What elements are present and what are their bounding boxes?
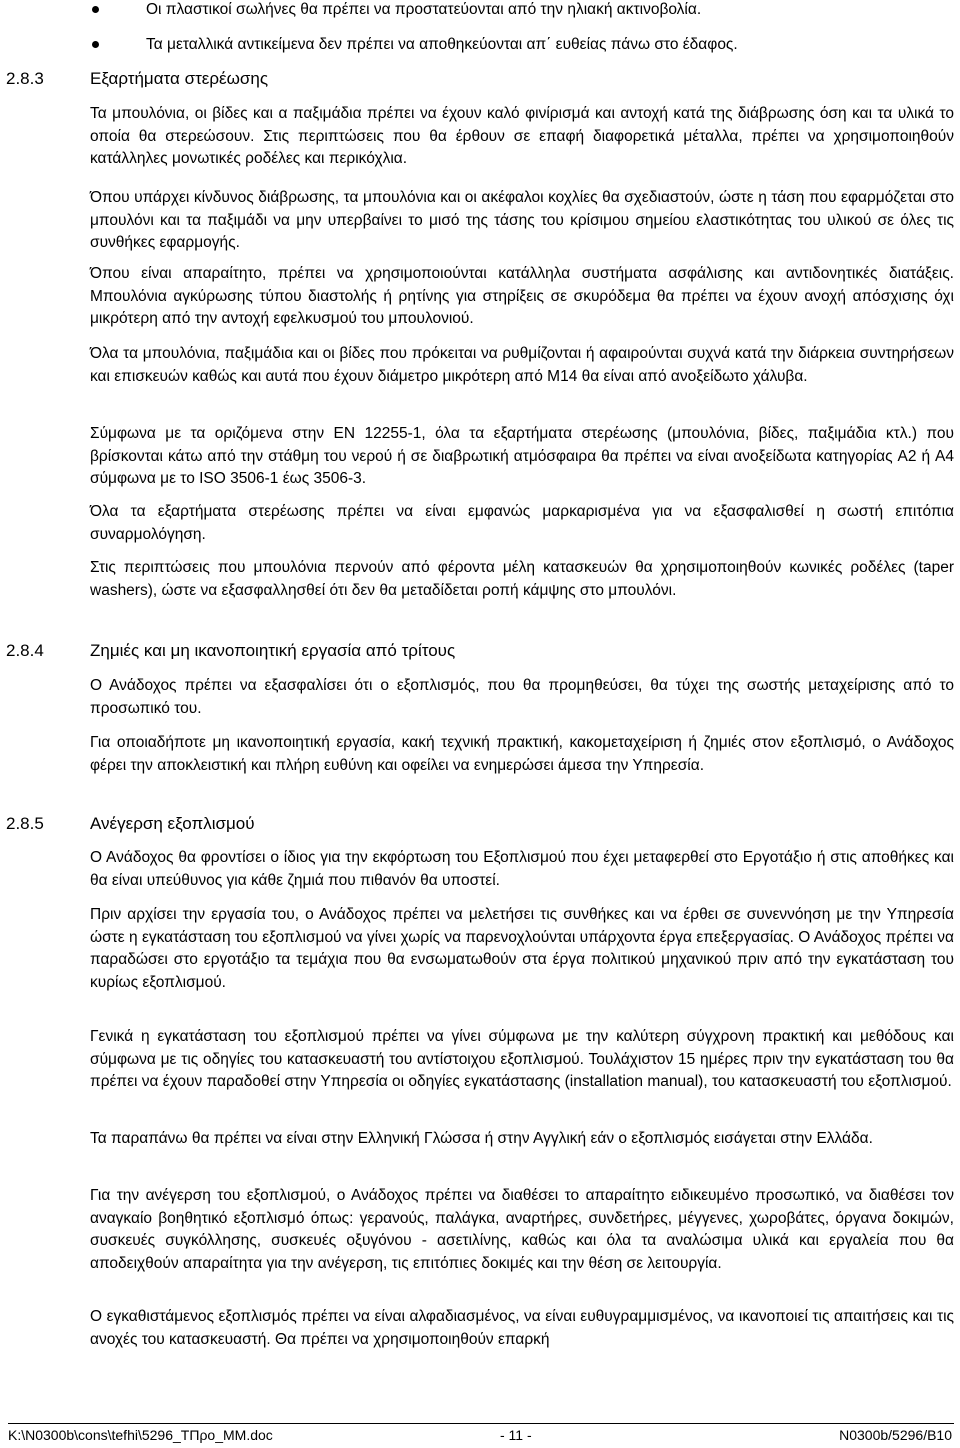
bullet-dot-icon — [92, 6, 99, 13]
section-number: 2.8.5 — [6, 814, 44, 833]
paragraph: Τα μπουλόνια, οι βίδες και α παξιμάδια πρέπει να έχουν καλό φινίρισμά και αντοχή κατά της διάβρωσης όση και τα υλικά το οποία θα στερεώσουν. Στις περιπτώσεις που θα έρθουν σε επαφή διαφορετικά μέταλλα, πρέπει να χρησιμοποιηθούν κατάλληλες μονωτικές ροδέλες και περικόχλια. — [90, 105, 954, 167]
paragraph: Όλα τα εξαρτήματα στερέωσης πρέπει να είναι εμφανώς μαρκαρισμένα για να εξασφαλισθεί η σωστή επιτόπια συναρμολόγηση. — [90, 503, 954, 543]
paragraph: Ο Ανάδοχος πρέπει να εξασφαλίσει ότι ο εξοπλισμός, που θα προμηθεύσει, θα τύχει της σωστής μεταχείρισης από το προσωπικό του. — [90, 677, 954, 717]
paragraph: Γενικά η εγκατάσταση του εξοπλισμού πρέπει να γίνει σύμφωνα με την καλύτερη σύγχρονη πρακτική και μεθόδους και σύμφωνα με τις οδηγίες του κατασκευαστή του αντίστοιχου εξοπλισμού. Τουλάχιστον 15 ημέρες πριν την εγκατάσταση του θα πρέπει να έχουν παραδοθεί στην Υπηρεσία οι οδηγίες εγκατάστασης (installation manual), του κατασκευαστή του εξοπλισμού. — [90, 1028, 954, 1090]
bullet-item — [90, 0, 950, 35]
bullet-text: Τα μεταλλικά αντικείμενα δεν πρέπει να αποθηκεύονται απ΄ ευθείας πάνω στο έδαφος. — [146, 36, 738, 53]
paragraph: Για την ανέγερση του εξοπλισμού, ο Ανάδοχος πρέπει να διαθέσει το απαραίτητο ειδικευμένο προσωπικό, να διαθέσει τον αναγκαίο βοηθητικό εξοπλισμό όπως: γερανούς, παλάγκα, αναρτήρες, συνδετήρες, μέγγενες, χωροβάτες, όργανα δοκιμών, συσκευές συγκόλλησης, συσκευές οξυγόνου - ασετιλίνης, καθώς και όλα τα αναλώσιμα υλικά και εργαλεία που θα αποδειχθούν απαραίτητα για την ανέγερση, τις επιτόπιες δοκιμές και την θέση σε λειτουργία. — [90, 1187, 954, 1272]
bullet-item — [90, 35, 950, 70]
paragraph: Πριν αρχίσει την εργασία του, ο Ανάδοχος πρέπει να μελετήσει τις συνθήκες και να έρθει σε συνεννόηση με την Υπηρεσία ώστε η εγκατάσταση του εξοπλισμού να γίνει χωρίς να παρενοχλούνται υπάρχοντα έργα επεξεργασίας. Ο Ανάδοχος πρέπει να παραδώσει στο εργοτάξιο τα τεμάχια που θα ενσωματωθούν στα έργα πολιτικού μηχανικού πριν από την εγκατάσταση του κυρίως εξοπλισμού. — [90, 906, 954, 991]
bullet-dot-icon — [92, 41, 99, 48]
paragraph: Ο εγκαθιστάμενος εξοπλισμός πρέπει να είναι αλφαδιασμένος, να είναι ευθυγραμμισμένος, να ικανοποιεί τις απαιτήσεις και τις ανοχές του κατασκευαστή. Θα πρέπει να χρησιμοποιηθούν επαρκή — [90, 1308, 954, 1348]
footer-page-number: - 11 - — [500, 1427, 532, 1443]
section-title: Ζημιές και μη ικανοποιητική εργασία από τρίτους — [90, 641, 456, 660]
footer-file-path: K:\N0300b\cons\tefhi\5296_ΤΠρο_ΜΜ.doc — [8, 1427, 273, 1443]
paragraph: Όπου υπάρχει κίνδυνος διάβρωσης, τα μπουλόνια και οι ακέφαλοι κοχλίες θα σχεδιαστούν, ώστε η τάση που εφαρμόζεται στο μπουλόνι και τα παξιμάδι να μην υπερβαίνει το μισό της τάσης του κρίσιμου σημείου ελαστικότητας του υλικού σε όλες τις συνθήκες εφαρμογής. — [90, 189, 954, 251]
section-title: Ανέγερση εξοπλισμού — [90, 814, 255, 833]
paragraph: Στις περιπτώσεις που μπουλόνια περνούν από φέροντα μέλη κατασκευών θα χρησιμοποιηθούν κωνικές ροδέλες (taper washers), ώστε να εξασφαλλησθεί ότι δεν θα μεταδίδεται ροπή κάμψης στο μπουλόνι. — [90, 559, 954, 599]
section-number: 2.8.3 — [6, 69, 44, 88]
bullet-list — [90, 0, 950, 70]
bullet-text: Οι πλαστικοί σωλήνες θα πρέπει να προστατεύονται από την ηλιακή ακτινοβολία. — [146, 1, 702, 18]
paragraph: Όλα τα μπουλόνια, παξιμάδια και οι βίδες που πρόκειται να ρυθμίζονται ή αφαιρούνται συχνά κατά την διάρκεια συντηρήσεων και επισκευών καθώς και αυτά που έχουν διάμετρο μικρότερη από Μ14 θα είναι από ανοξείδωτο χάλυβα. — [90, 345, 954, 385]
paragraph: Όπου είναι απαραίτητο, πρέπει να χρησιμοποιούνται κατάλληλα συστήματα ασφάλισης και αντιδονητικές διατάξεις. Μπουλόνια αγκύρωσης τύπου διαστολής ή ρητίνης για στηρίξεις σε σκυρόδεμα θα πρέπει να έχουν ανοχή απόσχισης όχι μικρότερη από την αντοχή εφελκυσμού του μπουλονιού. — [90, 265, 954, 327]
paragraph: Τα παραπάνω θα πρέπει να είναι στην Ελληνική Γλώσσα ή στην Αγγλική εάν ο εξοπλισμός εισάγεται στην Ελλάδα. — [90, 1130, 873, 1147]
footer-divider — [8, 1423, 954, 1424]
paragraph: Σύμφωνα με τα οριζόμενα στην EN 12255-1, όλα τα εξαρτήματα στερέωσης (μπουλόνια, βίδες, παξιμάδια κτλ.) που βρίσκονται κάτω από την στάθμη του νερού ή σε διαβρωτική ατμόσφαιρα θα πρέπει να είναι ανοξείδωτα κατηγορίας A2 ή A4 σύμφωνα με το ISO 3506-1 έως 3506-3. — [90, 425, 954, 487]
section-title: Εξαρτήματα στερέωσης — [90, 69, 269, 88]
footer-document-code: N0300b/5296/B10 — [839, 1427, 952, 1443]
paragraph: Για οποιαδήποτε μη ικανοποιητική εργασία, κακή τεχνική πρακτική, κακομεταχείριση ή ζημιές στον εξοπλισμό, ο Ανάδοχος φέρει την αποκλειστική και πλήρη ευθύνη και οφείλει να ενημερώσει άμεσα την Υπηρεσία. — [90, 734, 954, 774]
paragraph: Ο Ανάδοχος θα φροντίσει ο ίδιος για την εκφόρτωση του Εξοπλισμού που έχει μεταφερθεί στο Εργοτάξιο ή στις αποθήκες και θα είναι υπεύθυνος για κάθε ζημιά που πιθανόν θα υποστεί. — [90, 849, 954, 889]
section-number: 2.8.4 — [6, 641, 44, 660]
